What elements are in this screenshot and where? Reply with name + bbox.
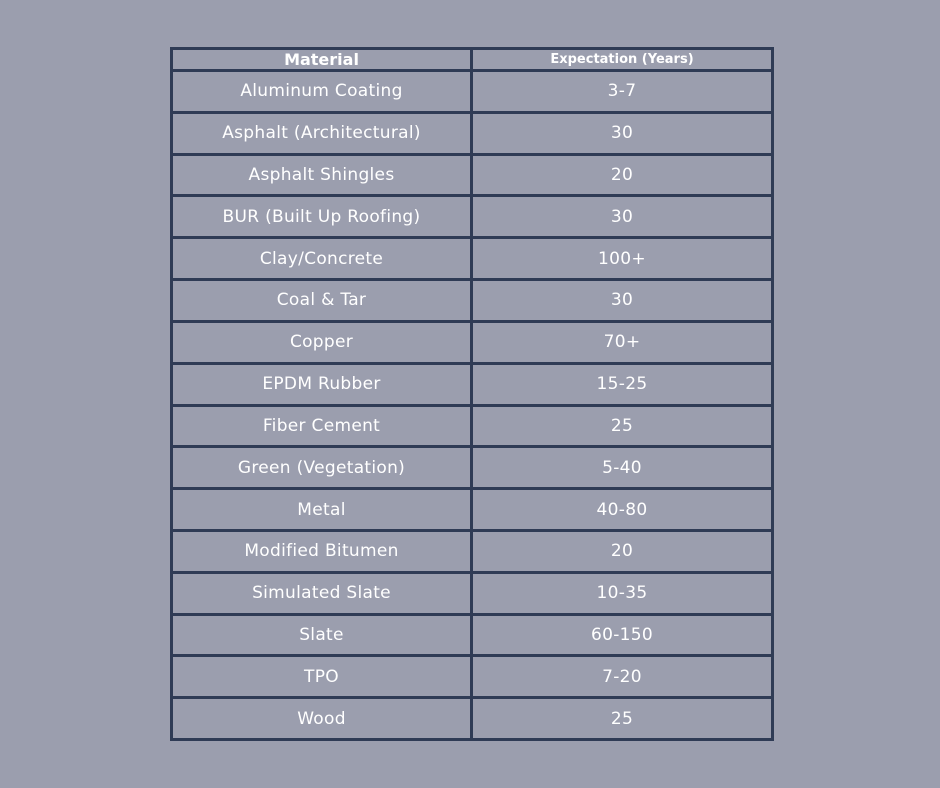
material-cell: Coal & Tar: [172, 280, 472, 322]
table-row: [172, 530, 773, 572]
material-cell: TPO: [172, 656, 472, 698]
expectation-cell: 30: [472, 112, 773, 154]
material-cell: Simulated Slate: [172, 572, 472, 614]
expectation-cell: 60-150: [472, 614, 773, 656]
table-row: [172, 154, 773, 196]
expectation-cell: 30: [472, 196, 773, 238]
material-cell: Copper: [172, 321, 472, 363]
table-row: [172, 614, 773, 656]
material-cell: Clay/Concrete: [172, 238, 472, 280]
expectation-cell: 10-35: [472, 572, 773, 614]
table-row: [172, 698, 773, 740]
table-row: [172, 572, 773, 614]
expectation-cell: 20: [472, 530, 773, 572]
material-cell: Asphalt Shingles: [172, 154, 472, 196]
expectation-cell: 100+: [472, 238, 773, 280]
material-cell: BUR (Built Up Roofing): [172, 196, 472, 238]
table-row: [172, 447, 773, 489]
table-row: [172, 280, 773, 322]
material-cell: EPDM Rubber: [172, 363, 472, 405]
material-cell: Slate: [172, 614, 472, 656]
material-cell: Green (Vegetation): [172, 447, 472, 489]
expectation-cell: 70+: [472, 321, 773, 363]
table-row: [172, 238, 773, 280]
header-material: Material: [172, 49, 472, 71]
material-cell: Modified Bitumen: [172, 530, 472, 572]
table-row: [172, 489, 773, 531]
header-expectation-years: Expectation (Years): [472, 49, 773, 71]
table-row: [172, 405, 773, 447]
expectation-cell: 40-80: [472, 489, 773, 531]
table-header-row: [172, 49, 773, 71]
expectation-cell: 5-40: [472, 447, 773, 489]
expectation-cell: 25: [472, 698, 773, 740]
table-row: [172, 196, 773, 238]
expectation-cell: 3-7: [472, 71, 773, 113]
table-row: [172, 321, 773, 363]
expectation-cell: 15-25: [472, 363, 773, 405]
expectation-cell: 20: [472, 154, 773, 196]
expectation-cell: 30: [472, 280, 773, 322]
roof-lifespan-table-container: [170, 47, 771, 741]
material-cell: Metal: [172, 489, 472, 531]
material-cell: Fiber Cement: [172, 405, 472, 447]
table-row: [172, 71, 773, 113]
table-row: [172, 656, 773, 698]
table-row: [172, 363, 773, 405]
roof-lifespan-table: [170, 47, 774, 741]
table-row: [172, 112, 773, 154]
expectation-cell: 7-20: [472, 656, 773, 698]
material-cell: Aluminum Coating: [172, 71, 472, 113]
expectation-cell: 25: [472, 405, 773, 447]
material-cell: Wood: [172, 698, 472, 740]
material-cell: Asphalt (Architectural): [172, 112, 472, 154]
